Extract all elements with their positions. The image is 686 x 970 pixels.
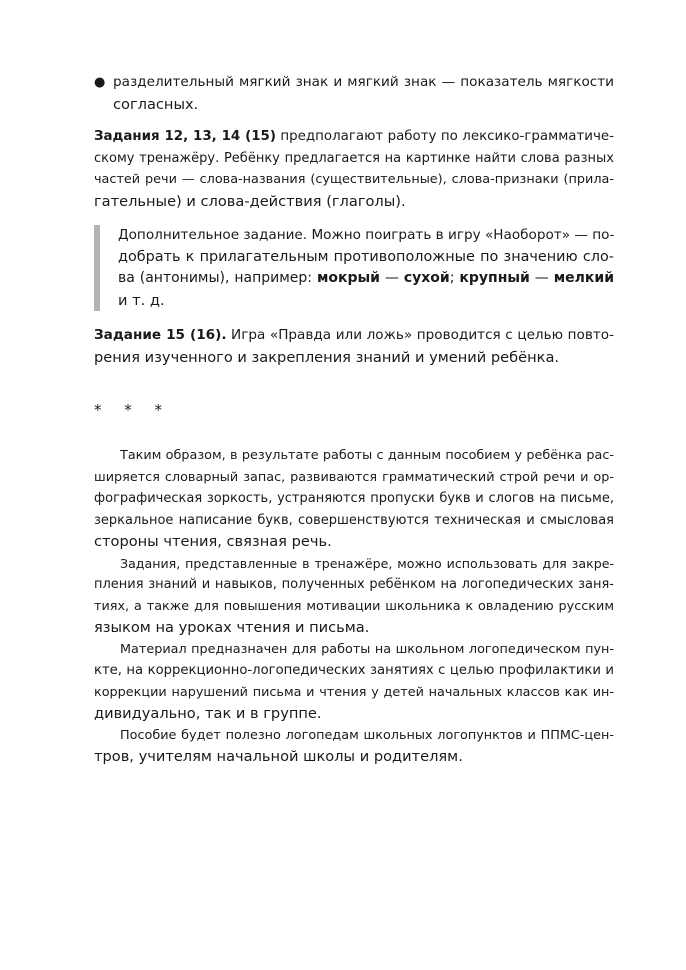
paragraph-line: кте, на коррекционно-логопедических занятиях с целью профилактики и <box>94 663 614 678</box>
paragraph-line: Пособие будет полезно логопедам школьных логопунктов и ППМС-цен- <box>120 727 614 743</box>
conclusion-section <box>94 445 614 768</box>
conclusion-paragraph <box>94 639 614 725</box>
paragraph-line: дивидуально, так и в группе. <box>94 705 322 722</box>
conclusion-paragraph <box>94 553 614 639</box>
task-15-paragraph <box>94 325 614 368</box>
paragraph-line: языком на уроках чтения и письма. <box>94 619 370 636</box>
note-line: ва (антонимы), например: мокрый — сухой; крупный — мелкий <box>118 270 615 286</box>
note-line: добрать к прилагательным противоположные по значению сло- <box>118 248 614 265</box>
paragraph-line: стороны чтения, связная речь. <box>94 533 332 550</box>
conclusion-paragraph <box>94 725 614 768</box>
paragraph-line: рения изученного и закрепления знаний и умений ребёнка. <box>94 348 560 366</box>
paragraph-line: гательные) и слова-действия (глаголы). <box>94 192 406 210</box>
paragraph-line: пления знаний и навыков, полученных ребёнком на логопедических заня- <box>94 577 614 592</box>
antonym-word: сухой <box>403 270 450 286</box>
tasks-12-14-paragraph <box>94 126 614 212</box>
paragraph-line: скому тренажёру. Ребёнку предлагается на картинке найти слова разных <box>94 150 614 166</box>
paragraph-line: коррекции нарушений письма и чтения у детей начальных классов как ин- <box>94 684 614 700</box>
paragraph-line: Задание 15 (16). Игра «Правда или ложь» проводится с целью повто- <box>94 327 614 343</box>
paragraph-line: зеркальное написание букв, совершенствуются техническая и смысловая <box>94 512 614 528</box>
paragraph-line: ширяется словарный запас, развиваются грамматический строй речи и ор- <box>94 469 614 485</box>
note-accent-bar <box>94 225 100 311</box>
paragraph-line: Таким образом, в результате работы с данным пособием у ребёнка рас- <box>120 448 614 463</box>
task-heading: Задание 15 (16). <box>94 327 227 343</box>
note-line: и т. д. <box>118 291 165 309</box>
paragraph-line: Материал предназначен для работы на школьном логопедическом пун- <box>120 641 614 657</box>
antonym-word: мелкий <box>553 270 615 286</box>
task-heading: Задания 12, 13, 14 (15) <box>94 129 276 144</box>
paragraph-line: тиях, а также для повышения мотивации школьника к овладению русским <box>94 598 614 614</box>
bullet-line: согласных. <box>113 95 199 113</box>
section-separator: * * * <box>94 401 172 419</box>
antonym-word: мокрый <box>316 270 380 286</box>
bullet-item <box>113 72 614 115</box>
paragraph-line: фографическая зоркость, устраняются пропуски букв и слогов на письме, <box>94 491 614 506</box>
paragraph-line: частей речи — слова-названия (существительные), слова-признаки (прила- <box>94 172 614 187</box>
conclusion-paragraph <box>94 445 614 553</box>
paragraph-line: тров, учителям начальной школы и родителям. <box>94 748 463 765</box>
antonym-word: крупный <box>459 270 530 286</box>
bullet-dot-icon: ● <box>94 75 106 90</box>
additional-task-note <box>118 225 614 311</box>
paragraph-line: Задания 12, 13, 14 (15) предполагают работу по лексико-грамматиче- <box>94 129 614 144</box>
bullet-line: разделительный мягкий знак и мягкий знак — показатель мягкости <box>113 74 614 90</box>
paragraph-line: Задания, представленные в тренажёре, можно использовать для закре- <box>120 555 614 571</box>
note-line: Дополнительное задание. Можно поиграть в игру «Наоборот» — по- <box>118 227 615 243</box>
